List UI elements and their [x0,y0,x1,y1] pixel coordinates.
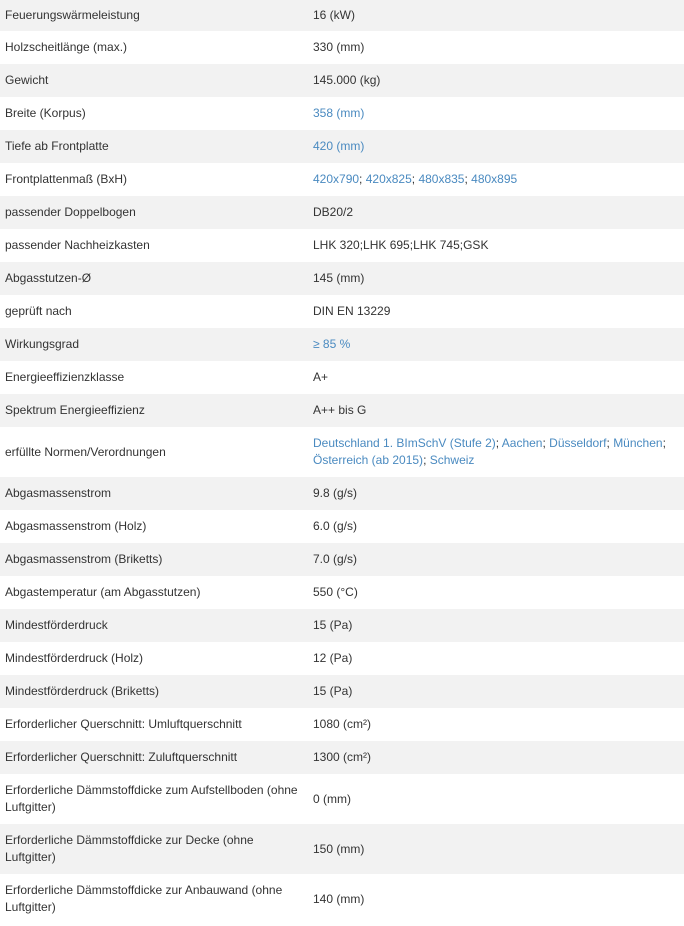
spec-row [0,97,684,130]
spec-row [0,0,684,31]
spec-value: 150 (mm) [313,841,365,856]
spec-row [0,130,684,163]
spec-value: A++ bis G [313,403,367,417]
spec-value: 1300 (cm²) [313,750,372,764]
spec-label: Mindestförderdruck (Holz) [5,651,144,665]
spec-label: Breite (Korpus) [5,106,86,120]
spec-value-link[interactable]: 420x825 [365,172,412,186]
spec-row [0,262,684,295]
spec-label: Erforderlicher Querschnitt: Zuluftquerschnitt [5,750,238,764]
spec-value [309,328,684,361]
spec-label: Erforderliche Dämmstoffdicke zur Decke (ohne Luftgitter) [5,833,254,864]
spec-value [309,427,684,477]
spec-row [0,196,684,229]
spec-value: 550 (°C) [313,585,358,599]
spec-row [0,31,684,64]
spec-value: 7.0 (g/s) [313,552,358,566]
link-separator: ; [464,172,472,186]
link-separator: ; [423,453,430,467]
spec-value-link[interactable]: Düsseldorf [549,436,607,450]
spec-row [0,543,684,576]
spec-value-link[interactable]: 358 (mm) [313,106,365,120]
spec-label: Abgasmassenstrom (Briketts) [5,552,163,566]
spec-row [0,774,684,824]
spec-row [0,708,684,741]
link-separator: ; [411,172,419,186]
spec-label: Abgasmassenstrom (Holz) [5,519,147,533]
spec-value: 15 (Pa) [313,684,353,698]
link-separator: ; [542,436,550,450]
spec-row [0,874,684,924]
spec-label: Mindestförderdruck (Briketts) [5,684,160,698]
spec-value: LHK 320;LHK 695;LHK 745;GSK [313,238,489,252]
spec-value-link[interactable]: 480x835 [418,172,465,186]
spec-row [0,510,684,543]
spec-label: Frontplattenmaß (BxH) [5,172,128,186]
spec-value: 15 (Pa) [313,618,353,632]
spec-value-link[interactable]: ≥ 85 % [313,337,351,351]
spec-label: Spektrum Energieeffizienz [5,403,145,417]
spec-value: 9.8 (g/s) [313,486,358,500]
spec-label: Mindestförderdruck [5,618,108,632]
spec-row [0,824,684,874]
spec-value: A+ [313,370,329,384]
spec-label: passender Doppelbogen [5,205,136,219]
link-separator: ; [662,436,666,450]
spec-value-link[interactable]: 420 (mm) [313,139,365,153]
spec-row [0,64,684,97]
spec-row [0,477,684,510]
spec-value [309,130,684,163]
spec-label: erfüllte Normen/Verordnungen [5,444,166,459]
spec-label: Energieeffizienzklasse [5,370,125,384]
spec-value: 6.0 (g/s) [313,519,358,533]
link-separator: ; [606,436,614,450]
spec-label: Erforderliche Dämmstoffdicke zum Aufstellboden (ohne Luftgitter) [5,783,298,814]
spec-label: Wirkungsgrad [5,337,80,351]
spec-value: 140 (mm) [313,891,365,906]
spec-row [0,394,684,427]
spec-row [0,741,684,774]
spec-label: Tiefe ab Frontplatte [5,139,109,153]
spec-value-link[interactable]: Deutschland 1. BImSchV (Stufe 2) [313,436,496,450]
spec-row [0,576,684,609]
spec-label: Abgasmassenstrom [5,486,112,500]
spec-value: 145 (mm) [313,271,365,285]
spec-label: Erforderlicher Querschnitt: Umluftquerschnitt [5,717,242,731]
spec-row [0,229,684,262]
link-separator: ; [495,436,502,450]
spec-value-link[interactable]: Österreich (ab 2015) [313,453,424,467]
spec-value: 330 (mm) [313,40,365,54]
spec-value-link[interactable]: München [613,436,663,450]
spec-row [0,163,684,196]
spec-label: geprüft nach [5,304,72,318]
spec-row [0,642,684,675]
spec-value: DB20/2 [313,205,354,219]
spec-value: 12 (Pa) [313,651,353,665]
spec-value-link[interactable]: 480x895 [471,172,518,186]
spec-value-link[interactable]: 420x790 [313,172,360,186]
spec-value-link[interactable]: Aachen [501,436,543,450]
spec-value [309,163,684,196]
spec-row [0,295,684,328]
spec-value: DIN EN 13229 [313,304,391,318]
spec-row [0,609,684,642]
link-separator: ; [359,172,366,186]
spec-label: Abgasstutzen-Ø [5,271,92,285]
spec-value [309,97,684,130]
spec-label: Feuerungswärmeleistung [5,8,140,22]
spec-row [0,328,684,361]
spec-label: Erforderliche Dämmstoffdicke zur Anbauwand (ohne Luftgitter) [5,883,283,914]
spec-value: 16 (kW) [313,8,355,22]
spec-row [0,675,684,708]
spec-value: 0 (mm) [313,791,351,806]
spec-label: passender Nachheizkasten [5,238,150,252]
spec-row [0,427,684,477]
spec-value: 145.000 (kg) [313,73,381,87]
spec-value: 1080 (cm²) [313,717,372,731]
spec-row [0,361,684,394]
spec-value-link[interactable]: Schweiz [429,453,475,467]
spec-label: Gewicht [5,73,49,87]
spec-label: Holzscheitlänge (max.) [5,40,128,54]
spec-label: Abgastemperatur (am Abgasstutzen) [5,585,201,599]
